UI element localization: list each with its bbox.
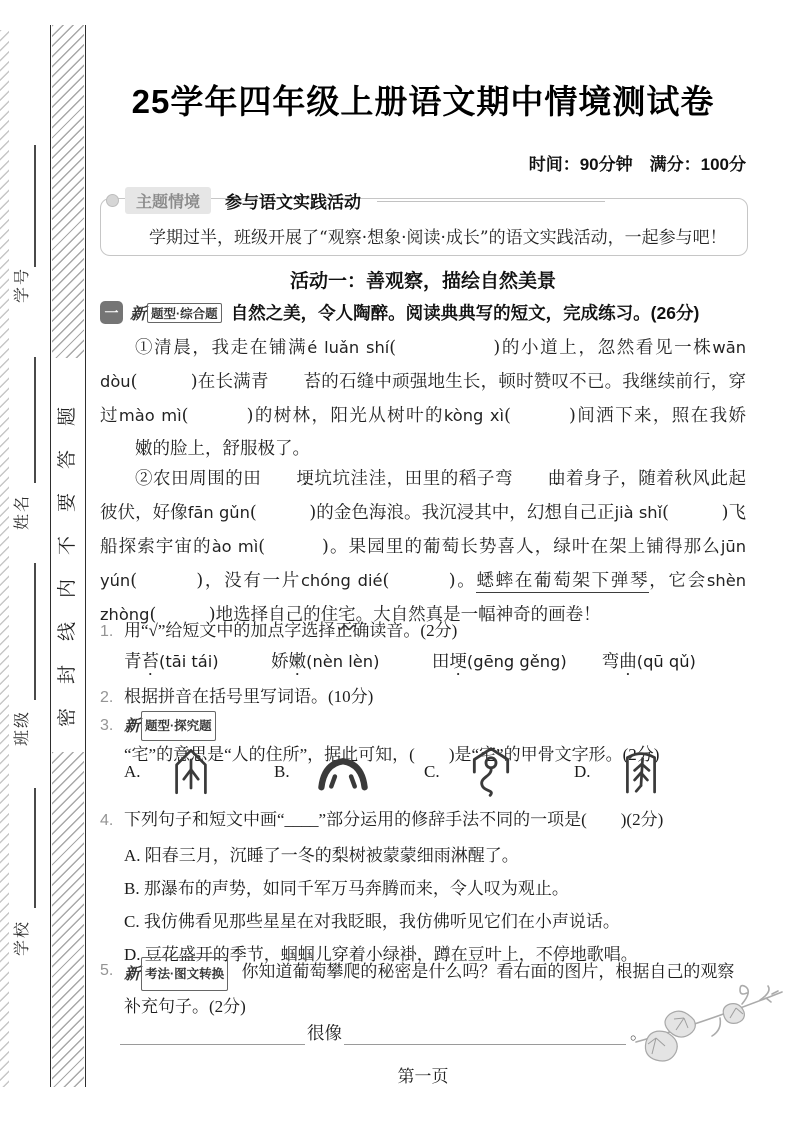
- text-segment: (gēng gěng): [466, 652, 567, 671]
- sub-question-1-number: 1.: [100, 623, 114, 640]
- text-segment: ( )在长满青: [130, 372, 269, 392]
- student-id-label: 学号: [12, 267, 31, 304]
- seal-text-area: [51, 358, 85, 752]
- text-segment: 埂: [449, 651, 467, 671]
- text-segment: ( )的金色海浪。我沉浸其中，幻想自己正: [249, 503, 615, 523]
- text-segment: ( )地选择自己的住: [149, 605, 339, 625]
- sub-question-1: [100, 617, 746, 646]
- text-segment: [379, 651, 432, 671]
- text-segment: jūn yún: [100, 537, 747, 590]
- option-d: D. 豆花盛开的季节，蝈蝈儿穿着小绿褂，蹲在豆叶上，不停地歌唱。: [124, 945, 638, 964]
- text-segment: ào mì: [211, 537, 259, 556]
- text-segment: shèn zhòng: [100, 571, 747, 624]
- text-segment: 弯: [601, 651, 620, 671]
- text-segment: ，它会: [649, 571, 707, 591]
- text-segment: ( )。: [382, 571, 477, 591]
- period-mark: 。: [630, 1023, 648, 1043]
- passage-paragraph-2: [100, 463, 746, 632]
- text-segment: 嫩 •: [100, 433, 153, 466]
- text-segment: ( )的小道上，忽然看见一株: [389, 338, 713, 358]
- new-question-type-tag: [124, 711, 216, 741]
- school-label: 学校: [12, 920, 31, 957]
- option-c: C. 我仿佛看见那些星星在对我眨眼，我仿佛听见它们在小声说话。: [124, 912, 620, 931]
- theme-rule-line: [377, 201, 605, 203]
- text-segment: 坑坑洼洼，田里的稻子弯: [313, 469, 513, 489]
- text-segment: ①清晨，我走在铺满: [135, 338, 308, 358]
- text-segment: kòng xì: [443, 406, 505, 425]
- tag-box-label: 考法·图文转换: [141, 957, 228, 991]
- sub-question-3-stem: “宅”的意思是“人的住所”，据此可知，( )是“宅”的甲骨文字形。(2分): [124, 745, 660, 764]
- class-label: 班级: [12, 710, 31, 747]
- sub-question-4-stem: 下列句子和短文中画“____”部分运用的修辞手法不同的一项是( )(2分): [124, 810, 664, 829]
- text-segment: (tāi tái): [159, 652, 219, 671]
- oracle-option-b: [274, 749, 424, 795]
- sub-question-2-stem: 根据拼音在括号里写词语。(10分): [124, 687, 374, 706]
- text-segment: 苔: [141, 651, 159, 671]
- text-segment: 蟋蟀在葡萄架下弹琴: [476, 571, 650, 591]
- option-b: B. 那瀑布的声势，如同千军万马奔腾而来，令人叹为观止。: [124, 879, 569, 898]
- text-segment: é luǎn shí: [307, 338, 390, 357]
- seal-line-text: 密封线内不要答题: [57, 383, 78, 728]
- school-blank-line: [34, 788, 36, 908]
- question-1-stem: 自然之美，令人陶醉。阅读典典写的短文，完成练习。(26分): [230, 303, 700, 323]
- sub-question-5-number: 5.: [100, 962, 114, 979]
- pronunciation-choices-line: [124, 648, 770, 673]
- text-segment: mào mì: [118, 406, 182, 425]
- sub-question-4-number: 4.: [100, 812, 114, 829]
- seal-hatch-top: [52, 25, 84, 358]
- text-segment: 的脸上，舒服极了。: [152, 439, 310, 459]
- text-segment: 苔 •: [269, 366, 322, 399]
- oracle-options-row: [124, 743, 724, 801]
- activity-title: 活动一：善观察，描绘自然美景: [289, 271, 556, 292]
- theme-title: 参与语文实践活动: [225, 193, 362, 212]
- answer-blank-1: [120, 1020, 305, 1045]
- sub-question-5-stem: 你知道葡萄攀爬的秘密是什么吗？看右面的图片，根据自己的观察补充句子。(2分): [124, 962, 735, 1016]
- oracle-glyph-b: [316, 749, 370, 795]
- text-segment: 宅: [338, 605, 356, 625]
- text-segment: ②农田周围的田: [135, 469, 262, 489]
- option-a: A. 阳春三月，沉睡了一冬的梨树被蒙蒙细雨淋醒了。: [124, 846, 519, 865]
- text-segment: 埂 •: [261, 463, 314, 496]
- scan-edge-hatch: [0, 30, 9, 1087]
- text-segment: ( )。果园里的葡萄长势喜人，绿叶在架上铺得那么: [258, 537, 721, 557]
- sub-question-4: [100, 806, 746, 835]
- name-label: 姓名: [12, 494, 31, 531]
- text-segment: chóng dié: [300, 571, 383, 590]
- question-1-header: [100, 300, 746, 325]
- name-blank-line: [34, 357, 36, 483]
- sub-question-2-number: 2.: [100, 689, 114, 706]
- option-letter: D.: [574, 762, 591, 781]
- text-segment: 青: [124, 651, 142, 671]
- grape-vine-illustration: [632, 980, 788, 1072]
- tag-new-char: 新: [124, 964, 141, 983]
- tag-box-label: 题型·综合题: [147, 303, 222, 323]
- answer-blank-2: [344, 1020, 626, 1045]
- tag-new-char: 新: [130, 304, 147, 323]
- seal-line-band: [50, 25, 86, 1087]
- text-segment: 田: [431, 651, 450, 671]
- text-segment: ( )飞船探索宇宙的: [100, 503, 747, 557]
- seal-hatch-bottom: [52, 752, 84, 1087]
- text-segment: (qū qǔ): [636, 652, 696, 671]
- text-segment: ( )的树林，阳光从树叶的: [181, 406, 444, 426]
- sub-question-2: [100, 683, 746, 712]
- option-letter: A.: [124, 762, 141, 781]
- fill-middle-text: 很像: [307, 1024, 342, 1044]
- oracle-option-d: [574, 744, 724, 800]
- text-segment: 。大自然真是一幅神奇的画卷！: [355, 605, 601, 625]
- theme-header: [106, 187, 746, 214]
- text-segment: [567, 651, 602, 671]
- text-segment: [219, 651, 272, 671]
- tag-new-char: 新: [124, 716, 141, 735]
- new-question-type-tag: [130, 301, 222, 324]
- passage-paragraph-1: [100, 331, 746, 466]
- text-segment: 着身子，随着秋风此起彼伏，好像: [100, 469, 747, 523]
- fill-in-sentence: [120, 1020, 720, 1045]
- time-score-meta: 时间：90分钟 满分：100分: [528, 155, 746, 174]
- sub-question-3-number: 3.: [100, 717, 114, 734]
- text-segment: (nèn lèn): [306, 652, 380, 671]
- text-segment: ( )间洒下来，照在我娇: [504, 406, 747, 426]
- text-segment: 曲: [619, 651, 637, 671]
- text-segment: ( )，没有一片: [130, 571, 301, 591]
- text-segment: jià shǐ: [614, 503, 663, 522]
- class-blank-line: [34, 563, 36, 700]
- bullet-circle-icon: [106, 194, 119, 207]
- theme-body-text: 学期过半，班级开展了“观察·想象·阅读·成长”的语文实践活动，一起参与吧！: [149, 228, 727, 248]
- text-segment: fān gǔn: [187, 503, 250, 522]
- new-method-tag: [124, 957, 228, 991]
- tag-box-label: 题型·探究题: [141, 711, 216, 741]
- page-footer: 第一页: [397, 1067, 449, 1086]
- oracle-glyph-a: [167, 745, 215, 799]
- text-segment: 娇: [271, 651, 289, 671]
- page-title: 25学年四年级上册语文期中情境测试卷: [131, 83, 715, 120]
- theme-badge: 主题情境: [125, 187, 211, 214]
- text-segment: 嫩: [288, 651, 307, 671]
- option-letter: C.: [424, 762, 440, 781]
- sub-question-1-stem: 用“√”给短文中的加点字选择正确读音。(2分): [124, 621, 458, 640]
- text-segment: wān dòu: [100, 338, 747, 391]
- oracle-option-a: [124, 745, 274, 799]
- option-letter: B.: [274, 762, 290, 781]
- oracle-option-c: [424, 743, 574, 801]
- text-segment: 曲 •: [513, 463, 566, 496]
- oracle-glyph-c: [466, 743, 516, 801]
- question-number-badge: 一: [100, 301, 123, 324]
- text-segment: 的石缝中顽强地生长，顿时赞叹不已。我继续前行，穿过: [100, 372, 747, 426]
- oracle-glyph-d: [617, 744, 665, 800]
